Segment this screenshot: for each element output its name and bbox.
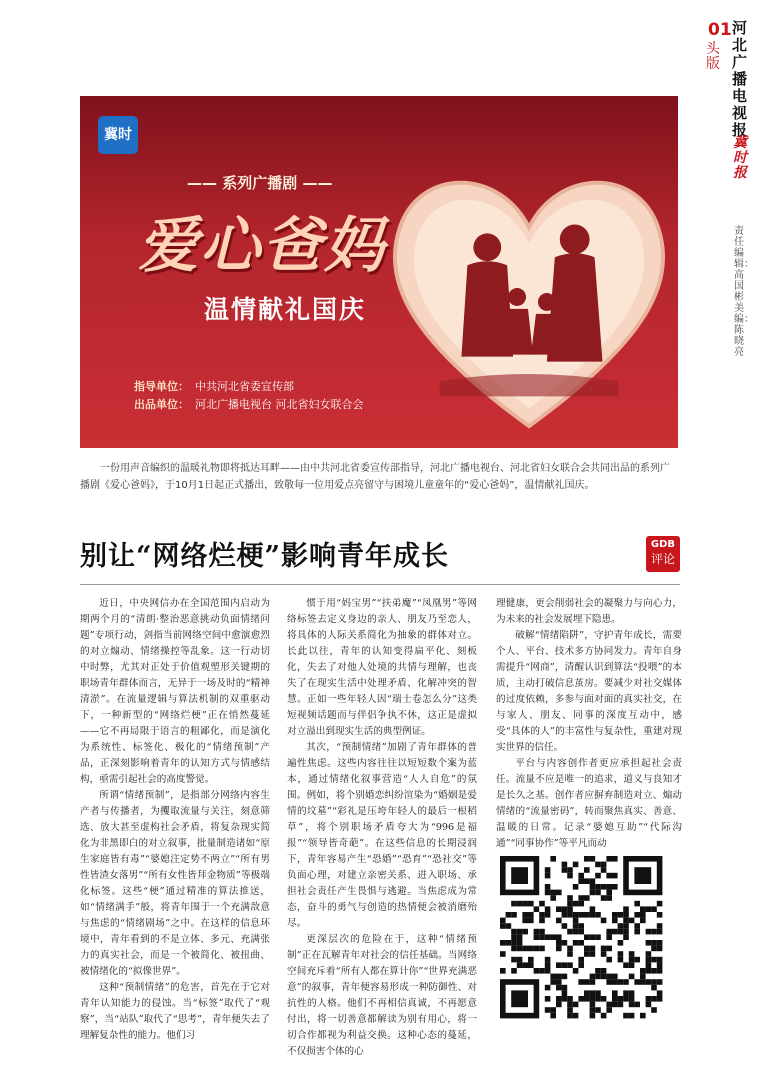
article-column-1 — [80, 596, 270, 1044]
paragraph: 理健康，更会削弱社会的凝聚力与向心力，为未来的社会发展埋下隐患。 — [496, 598, 682, 625]
poster-title: 爱心爸妈 — [138, 211, 386, 281]
producer-label: 出品单位： — [134, 398, 189, 411]
photo-caption: 一份用声音编织的温暖礼物即将抵达耳畔——由中共河北省委宣传部指导，河北广播电视台、河北省妇女联合会共同出品的系列广播剧《爱心爸妈》，于10月1日起正式播出，致敬每一位用爱点亮留守与困境儿童童年的“爱心爸妈”，温情献礼国庆。 — [80, 463, 670, 491]
paragraph: 所谓“情绪预制”，是指部分网络内容生产者与传播者，为攫取流量与关注，刻意筛选、放大甚至虚构社会矛盾，将复杂现实简化为非黑即白的对立叙事，批量制造诸如“原生家庭皆有毒”“婆媳注定势不两立”“所有男性皆渣女落男”“所有女性皆拜金物质”等极端化标签。这些“梗”通过精准的算法推送，如“情绪满手”般，将青年围于一个充满敌意与焦虑的“情绪剧场”之中。在这样的信息环境中，青年看到的不是立体、多元、充满张力的真实社会，而是一个被简化、被扭曲、被情绪化的“拟像世界”。 — [80, 790, 270, 977]
qr-code-icon — [496, 852, 666, 1032]
guide-value: 中共河北省委宣传部 — [195, 380, 294, 393]
paragraph: 近日，中央网信办在全国范围内启动为期两个月的“清朗·整治恶意挑动负面情绪问题”专项行动，剑指当前网络空间中愈演愈烈的对立煽动、情绪操控等乱象。这一行动切中时弊，尤其对正处于价值观塑形关键期的职场青年群体而言，无异于一场及时的“精神清淤”。在流量逻辑与算法机制的双重驱动下，一种新型的“网络烂梗”正在悄然蔓延——它不再局限于语言的粗鄙化，而是演化为系统性、标签化、极化的“情绪预制”产品，正深刻影响着青年的认知方式与情感结构，亟需引起社会的高度警觉。 — [80, 598, 270, 785]
masthead — [700, 16, 779, 356]
page-name: 头版 — [706, 41, 720, 72]
badge-gdb: GDB — [650, 539, 676, 550]
article-column-2 — [287, 596, 477, 1060]
poster-subtitle: 温情献礼国庆 — [204, 295, 367, 324]
badge-comment: 评论 — [650, 552, 675, 566]
article-headline: 别让“网络烂梗”影响青年成长 — [80, 541, 450, 572]
paragraph: 更深层次的危险在于，这种“情绪预制”正在瓦解青年对社会的信任基础。当网络空间充斥着“所有人都在算计你”“世界充满恶意”的叙事，青年便容易形成一种防御性、对抗性的人格。他们不再相信真诚，不再愿意付出，将一切善意都解读为别有用心，将一切合作都视为利益交换。这种心态的蔓延，不仅损害个体的心 — [287, 934, 477, 1057]
comment-badge — [646, 536, 680, 572]
paragraph: 这种“预制情绪”的危害，首先在于它对青年认知能力的侵蚀。当“标签”取代了“观察”，当“站队”取代了“思考”，青年便失去了理解复杂性的能力。他们习 — [80, 982, 270, 1041]
paragraph: 惯于用“妈宝男”“扶弟魔”“凤凰男”等网络标签去定义身边的亲人、朋友乃至恋人，将具体的人际关系简化为抽象的群体对立。长此以往，青年的认知变得扁平化、刻板化，失去了对他人处境的共情与理解，也丧失了在现实生活中处理矛盾、化解冲突的智慧。正如一些年轻人因“瑞士卷怎么分”这类短视频话题而与伴侣争执不休，这正是虚拟对立溢出到现实生活的典型例证。 — [287, 598, 477, 737]
divider — [80, 584, 680, 585]
family-heart-icon — [380, 146, 678, 448]
qr-code[interactable] — [496, 852, 666, 1032]
sponsor-block — [134, 378, 364, 414]
paragraph: 其次，“预制情绪”加剧了青年群体的普遍性焦虑。这些内容往往以短短数个案为蓝本，通过情绪化叙事营造“人人自危”的氛围。例如，将个别婚恋纠纷渲染为“婚姻是爱情的坟墓”“彩礼是压垮年轻人的最后一根稻草”，将个别职场矛盾夸大为“996是福报”“领导皆奇葩”。在这些信息的长期浸润下，青年容易产生“恐婚”“恐育”“恐社交”等负面心理，对建立亲密关系、进入职场、承担社会责任产生畏惧与逃避。当焦虑成为常态，奋斗的勇气与创造的热情便会被消磨殆尽。 — [287, 742, 477, 929]
drama-poster — [80, 96, 678, 448]
paper-title: 河北广播电视报 — [732, 19, 748, 139]
paragraph: 平台与内容创作者更应承担起社会责任。流量不应是唯一的追求，道义与良知才是长久之基。创作者应摒弃制造对立、煽动情绪的“流量密码”，转而聚焦真实、善意、温暖的日常。记录“婆媳互助”“代际沟通”“同事协作”等平凡而动 — [496, 758, 682, 849]
paper-brand-logo: 冀时报 — [733, 135, 747, 181]
article-column-3 — [496, 596, 682, 852]
producer-value: 河北广播电视台 河北省妇女联合会 — [195, 398, 364, 411]
editor-credits: 责任编辑：高国彬 美编：陈晓亮 — [734, 226, 754, 358]
guide-label: 指导单位： — [134, 380, 189, 393]
paragraph: 破解“情绪陷阱”，守护青年成长，需要个人、平台、技术多方协同发力。青年自身需提升“网商”，清醒认识到算法“投喂”的本质，主动打破信息茧房。要减少对社交媒体的过度依赖，多参与面对面的真实社交，在与家人、朋友、同事的深度互动中，感受“具体的人”的丰富性与复杂性，重建对现实世界的信任。 — [496, 630, 682, 753]
page-number: 01 — [708, 20, 732, 40]
series-label: —— 系列广播剧 —— — [187, 174, 333, 192]
station-logo: 冀时 — [98, 116, 138, 154]
